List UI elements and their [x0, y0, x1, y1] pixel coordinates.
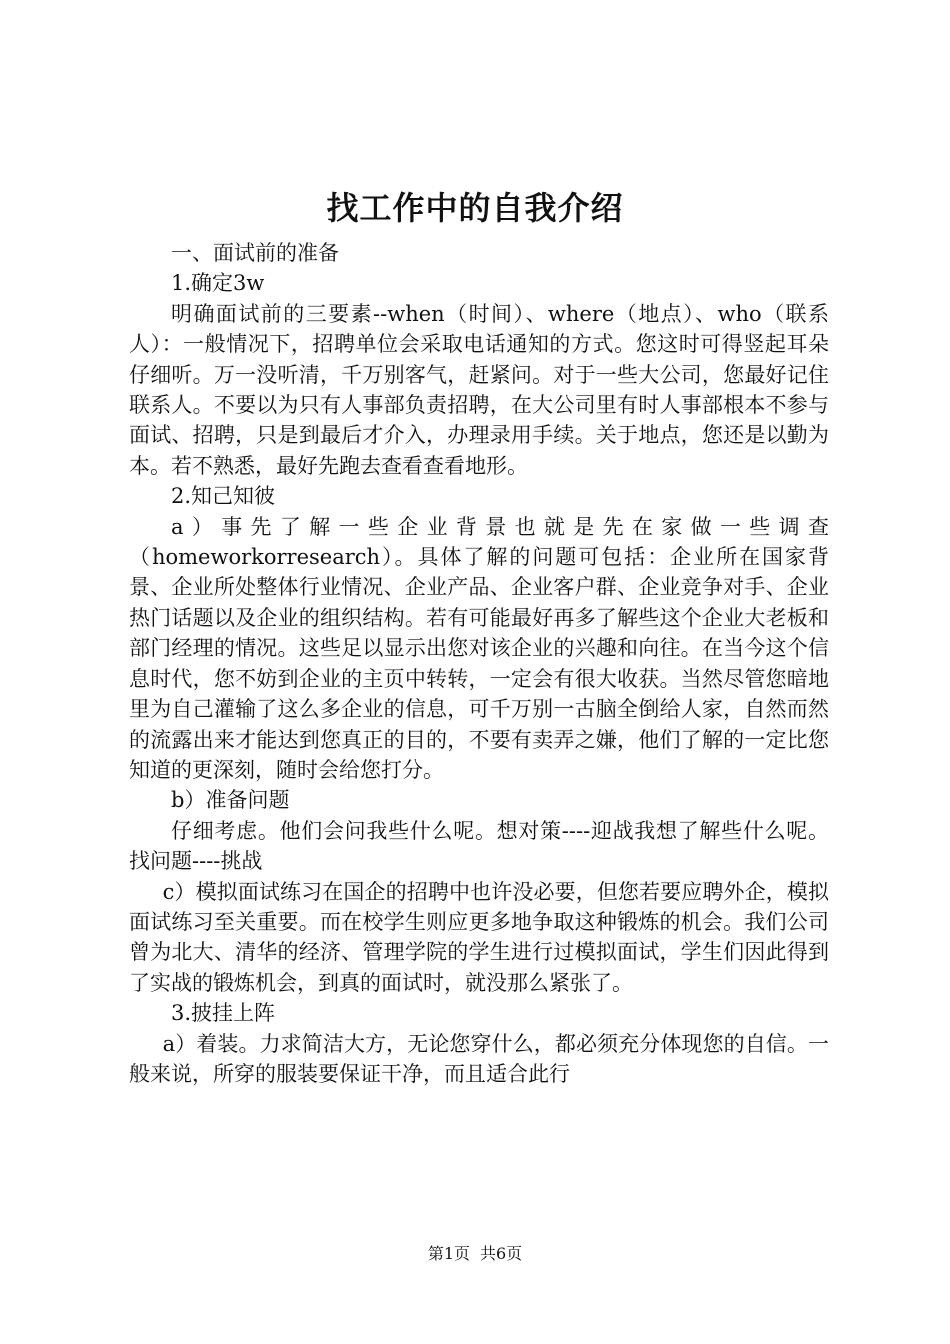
- document-body: [129, 238, 829, 1089]
- body-paragraph: 仔细考虑。他们会问我些什么呢。想对策----迎战我想了解些什么呢。找问题----挑战: [129, 818, 829, 874]
- subsection-heading: 1.确定3w: [171, 271, 265, 296]
- subsection-heading: b）准备问题: [171, 788, 290, 813]
- subsection-heading: 3.披挂上阵: [171, 1001, 276, 1026]
- body-paragraph: c）模拟面试练习在国企的招聘中也许没必要，但您若要应聘外企，模拟面试练习至关重要。而在校学生则应更多地争取这种锻炼的机会。我们公司曾为北大、清华的经济、管理学院的学生进行过模拟面试，学生们因此得到了实战的锻炼机会，到真的面试时，就没那么紧张了。: [129, 879, 829, 995]
- page-footer: [0, 1243, 950, 1265]
- section-heading: 一、面试前的准备: [171, 241, 339, 265]
- body-paragraph: 明确面试前的三要素--when（时间）、where（地点）、who（联系人）：一般情况下，招聘单位会采取电话通知的方式。您这时可得竖起耳朵仔细听。万一没听清，千万别客气，赶紧问。对于一些大公司，您最好记住联系人。不要以为只有人事部负责招聘，在大公司里有时人事部根本不参与面试、招聘，只是到最后才介入，办理录用手续。关于地点，您还是以勤为本。若不熟悉，最好先跑去查看查看地形。: [129, 301, 829, 478]
- subsection-heading: 2.知己知彼: [171, 484, 276, 509]
- page-total: 共6页: [480, 1244, 523, 1263]
- body-paragraph: a）事先了解一些企业背景也就是先在家做一些调查（homeworkorresearch）。具体了解的问题可包括：企业所在国家背景、企业所处整体行业情况、企业产品、企业客户群、企业竞争对手、企业热门话题以及企业的组织结构。若有可能最好再多了解些这个企业大老板和部门经理的情况。这些足以显示出您对该企业的兴趣和向往。在当今这个信息时代，您不妨到企业的主页中转转，一定会有很大收获。当然尽管您暗地里为自己灌输了这么多企业的信息，可千万别一古脑全倒给人家，自然而然的流露出来才能达到您真正的目的，不要有卖弄之嫌，他们了解的一定比您知道的更深刻，随时会给您打分。: [129, 514, 829, 782]
- body-paragraph: a）着装。力求简洁大方，无论您穿什么，都必须充分体现您的自信。一般来说，所穿的服装要保证干净，而且适合此行: [129, 1031, 829, 1086]
- page-number: 第1页: [427, 1244, 470, 1263]
- document-title: 找工作中的自我介绍: [326, 189, 624, 227]
